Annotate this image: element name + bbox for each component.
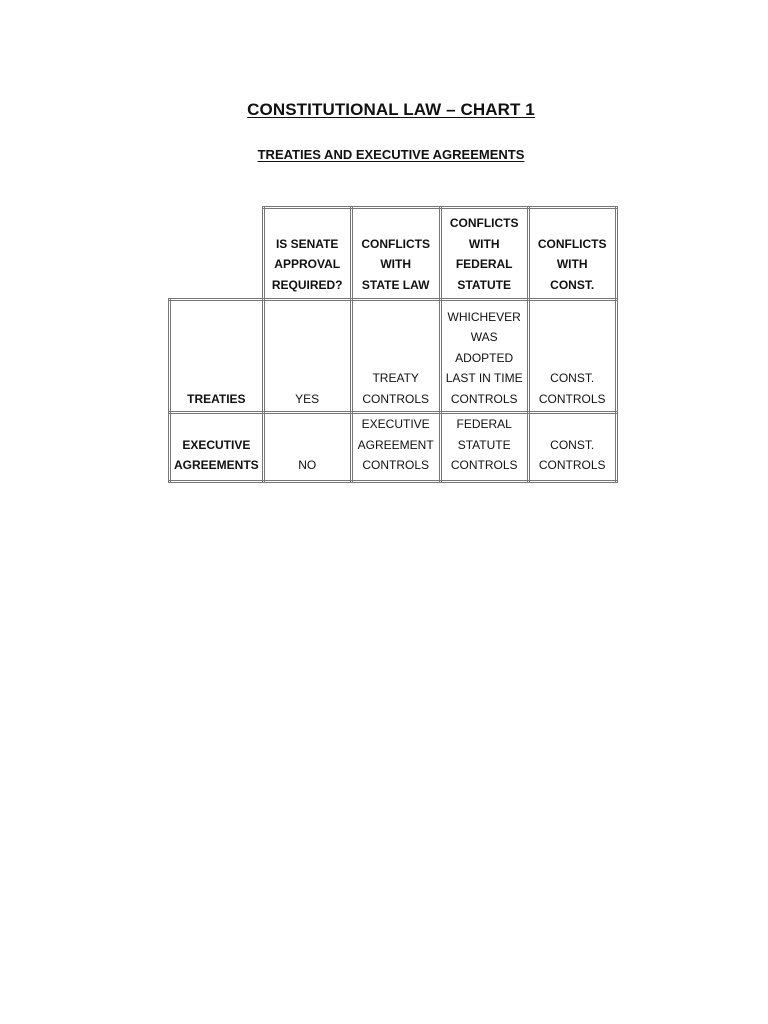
cell-treaties-federal-statute: [440, 300, 528, 413]
cell-text-line: CONTROLS: [450, 391, 518, 406]
cell-text-line: YES: [295, 391, 320, 406]
cell-text-line: FEDERAL: [455, 257, 513, 271]
cell-text-line: WITH: [380, 257, 412, 271]
cell-text-line: TREATIES: [187, 391, 246, 406]
header-senate-approval: [263, 208, 351, 300]
cell-treaties-const: [528, 300, 616, 413]
cell-text-line: AGREEMENTS: [174, 458, 259, 472]
cell-text-line: NO: [298, 458, 317, 472]
cell-exec-senate: [263, 413, 351, 482]
cell-exec-const: [528, 413, 616, 482]
cell-text-line: REQUIRED?: [271, 277, 343, 292]
cell-text-line: IS SENATE: [275, 236, 339, 251]
cell-text-line: STATUTE: [457, 277, 511, 292]
cell-text-line: CONST.: [550, 277, 595, 292]
cell-text-line: CONTROLS: [362, 458, 430, 472]
cell-exec-federal-statute: [440, 413, 528, 482]
document-subtitle: TREATIES AND EXECUTIVE AGREEMENTS: [257, 147, 525, 162]
cell-text-line: CONTROLS: [362, 391, 430, 406]
cell-text-line: STATUTE: [457, 437, 511, 452]
cell-text-line: TREATY: [372, 371, 419, 385]
document-title: CONSTITUTIONAL LAW – CHART 1: [247, 100, 535, 119]
table-row: [170, 300, 617, 413]
cell-text-line: WAS: [470, 330, 498, 344]
cell-text-line: WITH: [468, 236, 500, 251]
cell-exec-state-law: [351, 413, 440, 482]
cell-text-line: ADOPTED: [455, 350, 514, 365]
cell-text-line: WITH: [556, 257, 588, 271]
cell-treaties-state-law: [351, 300, 440, 413]
cell-treaties-senate: [263, 300, 351, 413]
cell-text-line: CONTROLS: [538, 391, 606, 406]
treaties-chart-table: [168, 206, 618, 483]
row-label-treaties: [170, 300, 264, 413]
cell-text-line: CONST.: [550, 371, 595, 385]
cell-text-line: FEDERAL: [456, 417, 512, 431]
cell-text-line: CONFLICTS: [361, 236, 431, 251]
header-conflicts-state-law: [351, 208, 440, 300]
cell-text-line: EXECUTIVE: [361, 417, 430, 431]
cell-text-line: CONST.: [550, 437, 595, 452]
cell-text-line: CONFLICTS: [449, 216, 519, 230]
header-conflicts-federal-statute: [440, 208, 528, 300]
header-corner-empty: [170, 208, 264, 300]
cell-text-line: STATE LAW: [361, 277, 430, 292]
cell-text-line: AGREEMENT: [357, 437, 434, 452]
cell-text-line: EXECUTIVE: [182, 437, 251, 452]
row-label-executive-agreements: [170, 413, 264, 482]
table-row: [170, 413, 617, 482]
cell-text-line: CONTROLS: [450, 458, 518, 472]
cell-text-line: CONTROLS: [538, 458, 606, 472]
header-conflicts-const: [528, 208, 616, 300]
cell-text-line: WHICHEVER: [447, 309, 521, 324]
cell-text-line: CONFLICTS: [537, 236, 607, 251]
cell-text-line: LAST IN TIME: [445, 371, 523, 385]
cell-text-line: APPROVAL: [274, 257, 341, 271]
table-header-row: [170, 208, 617, 300]
